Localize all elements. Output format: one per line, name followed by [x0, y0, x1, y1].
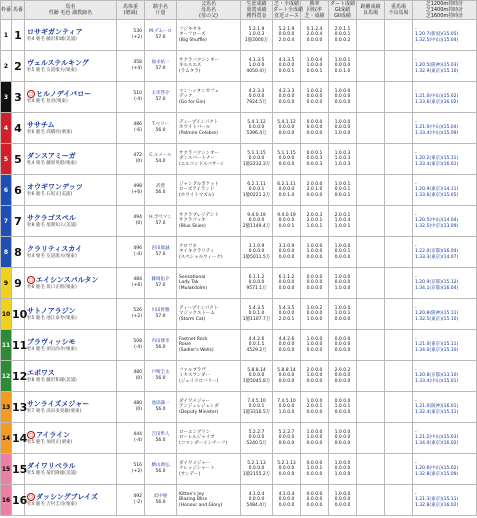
horse-cell[interactable] — [25, 175, 117, 206]
stats-cell — [357, 144, 385, 175]
jockey-name[interactable]: M.デムーロ — [149, 29, 172, 34]
pedigree-cell: ディープインパクト ホワイトパール (Palmire Celebre) — [177, 113, 241, 144]
table-row[interactable] — [1, 454, 477, 485]
header-stats-5: 距離成績 良馬場 — [357, 1, 385, 20]
stats-cell — [385, 299, 413, 330]
jockey-name[interactable]: 藤岡佑介 — [151, 277, 170, 282]
stats-cell: 3.1.0.9 0.0.0.0 0.0.0.0 — [273, 237, 301, 268]
stats-cell: 4.2.3.3 0.0.0.0 0.0.0.0 — [273, 82, 301, 113]
horse-info: 牡6 鹿毛 坂口正則(栗東) — [27, 284, 77, 290]
stats-cell: 7.4.5.10 0.0.0.0 1.0.0.0 — [273, 392, 301, 423]
horse-cell[interactable] — [25, 392, 117, 423]
stats-cell: 5.4.3.5 0.0.0.0 2.0.0.1 — [273, 299, 301, 330]
stats-cell — [357, 20, 385, 51]
stats-cell: 5.1.1.15 0.0.0.0 1億2232.3万 — [241, 144, 273, 175]
table-row[interactable] — [1, 299, 477, 330]
stats-cell: 1.0.0.0 1.0.0.0 0.0.0.0 — [301, 237, 329, 268]
horse-info: 牡5 鹿毛 加用正(栗東) — [27, 439, 73, 445]
weight-cell: 486 (-6) — [117, 113, 145, 144]
horse-info: 牡6 鹿毛 高橋亮(栗東) — [27, 129, 73, 135]
horse-cell[interactable] — [25, 423, 117, 454]
weight-cell: 510 (-4) — [117, 82, 145, 113]
stats-cell: 1.0.0.0 0.0.0.0 0.0.0.0 — [329, 82, 357, 113]
marked-horse-icon: ◯ — [28, 276, 34, 282]
jockey-name[interactable]: 福永祐一 — [151, 60, 170, 65]
times-cell: - 1.20.6(中山)(15.02) 1.32.8(東京)(15.09) — [413, 454, 477, 485]
stats-cell: 1.0.0.2 0.0.0.0 1.0.0.0 — [301, 299, 329, 330]
header-waku: 枠番 — [1, 1, 12, 20]
stats-cell — [357, 51, 385, 82]
table-row[interactable] — [1, 330, 477, 361]
stats-cell — [357, 175, 385, 206]
jockey-cell: 藤岡佑介 57.0 — [145, 268, 177, 299]
umaban-cell: 6 — [12, 175, 25, 206]
horse-name[interactable]: サトノアラジン — [27, 306, 76, 315]
horse-cell[interactable] — [25, 82, 117, 113]
stats-cell: 1.0.0.4 1.0.0.0 0.0.0.1 — [301, 51, 329, 82]
horse-name[interactable]: サクラゴスペル — [27, 213, 76, 222]
pedigree-cell: ジャングルポケット ローズアイランド (ホワイトマズル) — [177, 175, 241, 206]
header-pedigree: 父馬名 母馬名 (母の父) — [177, 1, 241, 20]
stats-cell: 5.4.3.5 0.0.1.0 1億1107.7万 — [241, 299, 273, 330]
times-cell: - 1.21.0(東京)(15.11) 1.34.0(東京)(15.10) — [413, 330, 477, 361]
waku-cell: 12 — [1, 361, 12, 392]
stats-cell: 5.2.2.7 0.0.0.0 0.0.0.0 — [273, 423, 301, 454]
horse-name[interactable]: ダイワリベラル — [27, 461, 76, 470]
times-cell: - 1.21.0(中山)(15.04) 1.33.4(中山)(15.09) — [413, 113, 477, 144]
horse-name[interactable]: ブラヴィッシモ — [27, 337, 76, 346]
jockey-cell: 池添謙一 56.0 — [145, 392, 177, 423]
umaban-cell: 12 — [12, 361, 25, 392]
jockey-cell: 岩田康誠 57.0 — [145, 237, 177, 268]
stats-cell: 6.1.1.2 0.0.0.0 9571.1万 — [241, 268, 273, 299]
pedigree-cell: マンハッタンカフェ デック (Go for Gin) — [177, 82, 241, 113]
stats-cell — [385, 113, 413, 144]
jockey-cell: 吉田隼人 56.0 — [145, 423, 177, 454]
stats-cell: 4.4.2.6 0.0.0.0 0.0.0.0 — [273, 330, 301, 361]
stats-cell: 9.4.0.19 0.0.0.0 0.0.0.1 — [273, 206, 301, 237]
marked-horse-icon: ◯ — [28, 431, 34, 437]
header-stats-4: ダート成績 GI成績 GII成績 — [329, 1, 355, 19]
jockey-name[interactable]: 川田将雅 — [151, 308, 170, 313]
marked-horse-icon: ◯ — [28, 90, 34, 96]
stats-cell: 1.0.0.2 0.0.0.0 0.0.0.0 — [301, 82, 329, 113]
stats-cell: 1.0.0.0 1.0.0.1 0.0.0.0 — [329, 299, 357, 330]
umaban-cell: 2 — [12, 51, 25, 82]
stats-cell: 5.1.1.15 0.0.0.0 0.0.0.0 — [273, 144, 301, 175]
jockey-cell: H.ボウマン 57.0 — [145, 206, 177, 237]
waku-cell: 5 — [1, 144, 12, 175]
stats-cell — [357, 268, 385, 299]
stats-cell — [357, 485, 385, 516]
stats-cell: 4.2.3.3 0.0.0.0 7924.5万 — [241, 82, 273, 113]
weight-cell: 480 (0) — [117, 361, 145, 392]
jockey-cell: 内田博幸 56.0 — [145, 330, 177, 361]
horse-info: 牡4 鹿毛 須貝尚介(栗東) — [27, 346, 77, 352]
weight-cell: 472 (0) — [117, 144, 145, 175]
stats-cell — [357, 361, 385, 392]
stats-cell: 9.4.0.19 0.0.0.0 2億1149.4万 — [241, 206, 273, 237]
horse-cell[interactable] — [25, 51, 117, 82]
stats-cell: 2.0.0.2 0.0.0.0 0.0.0.0 — [329, 361, 357, 392]
stats-cell: 0.0.0.1 0.0.0.3 0.0.0.3 — [301, 144, 329, 175]
horse-cell[interactable] — [25, 454, 117, 485]
stats-cell: 1.0.0.0 2.0.0.1 0.0.0.0 — [301, 392, 329, 423]
header-times: 芝1200m持時計 芝1400m持時計 芝1600m持時計 — [413, 1, 477, 20]
jockey-cell: 浜中俊 56.0 — [145, 485, 177, 516]
horse-info: 牡4 鹿毛 昆貢(栗東) — [27, 98, 68, 104]
horse-name[interactable]: エイシンスパルタン — [36, 275, 99, 284]
stats-cell — [385, 51, 413, 82]
header-weight: 馬体重 (増減) — [117, 1, 145, 20]
times-cell: - 1.21.3(東京)(15.11) 1.32.8(東京)(16.02) — [413, 485, 477, 516]
stats-cell — [385, 144, 413, 175]
waku-cell: 4 — [1, 113, 12, 144]
times-cell: - 1.20.9(東京)(14.11) 1.33.6(東京)(15.05) — [413, 175, 477, 206]
stats-cell: 2.0.0.1 1.0.0.4 1.0.0.1 — [329, 206, 357, 237]
weight-cell: 508 (-4) — [117, 330, 145, 361]
stats-cell — [357, 113, 385, 144]
pedigree-cell: クロフネ タイキクラリティ (スペシャルウィーク) — [177, 237, 241, 268]
jockey-cell: C.ルメール 54.0 — [145, 144, 177, 175]
umaban-cell: 8 — [12, 237, 25, 268]
stats-cell: 1.0.0.1 0.0.0.0 0.0.1.0 — [329, 51, 357, 82]
horse-cell[interactable] — [25, 268, 117, 299]
stats-cell: 0.0.0.0 0.0.0.0 0.0.0.0 — [301, 485, 329, 516]
horse-info: 牡5 鹿毛 池江泰寿(栗東) — [27, 315, 77, 321]
stats-cell — [357, 299, 385, 330]
jockey-name[interactable]: 池添謙一 — [151, 401, 170, 406]
stats-cell — [385, 361, 413, 392]
stats-cell: 1.0.0.0 0.0.0.0 1.0.0.0 — [329, 113, 357, 144]
jockey-name[interactable]: T.ベリー — [151, 122, 170, 127]
stats-cell — [357, 206, 385, 237]
stats-cell: 5.2.1.13 0.0.0.0 0.0.0.0 — [273, 454, 301, 485]
stats-cell — [357, 237, 385, 268]
jockey-cell: 戸崎圭太 56.0 — [145, 361, 177, 392]
table-row[interactable] — [1, 237, 477, 268]
horse-info: 牡5 鹿毛 菊沢隆徳(美浦) — [27, 470, 77, 476]
stats-cell: 4.1.3.5 0.0.0.0 0.0.0.1 — [273, 51, 301, 82]
umaban-cell: 11 — [12, 330, 25, 361]
stats-cell: 5.2.2.7 0.0.0.0 5240.5万 — [241, 423, 273, 454]
waku-cell: 9 — [1, 268, 12, 299]
pedigree-cell: ファルブラヴ ミセスサンダー (ジェイドロバリー) — [177, 361, 241, 392]
horse-info: 牡7 栗毛 浜田多実雄(栗東) — [27, 408, 82, 414]
weight-cell: 498 (+6) — [117, 175, 145, 206]
waku-cell: 3 — [1, 82, 12, 113]
umaban-cell: 13 — [12, 392, 25, 423]
header-name: 馬名 性齢 毛色 調教師名 — [25, 1, 117, 20]
stats-cell: 6.2.1.11 0.0.0.1 1億0221.2万 — [241, 175, 273, 206]
stats-cell: 6.1.1.2 0.0.0.0 0.0.0.0 — [273, 268, 301, 299]
stats-cell: 4.1.0.4 0.0.0.0 0.0.0.0 — [273, 485, 301, 516]
stats-cell: 5.4.1.12 0.0.0.0 5396.4万 — [241, 113, 273, 144]
pedigree-cell: サクラバクシンオー ダンスパートナー (エルコンドルパサー) — [177, 144, 241, 175]
stats-cell — [385, 175, 413, 206]
weight-cell: 444 (-4) — [117, 423, 145, 454]
horse-name[interactable]: ロサギガンティア — [27, 27, 83, 36]
weight-cell: 458 (+4) — [117, 51, 145, 82]
umaban-cell: 1 — [12, 20, 25, 51]
table-row[interactable] — [1, 82, 477, 113]
stats-cell — [357, 423, 385, 454]
jockey-name[interactable]: 横山典弘 — [151, 463, 170, 468]
weight-cell: 480 (0) — [117, 392, 145, 423]
header-stats-2: 芝・全成績 ダート全成績 直近コース — [273, 1, 304, 19]
table-row[interactable] — [1, 268, 477, 299]
stats-cell: 4.1.3.5 1.0.0.0 4050.4万 — [241, 51, 273, 82]
jockey-name[interactable]: 太宰啓介 — [151, 91, 170, 96]
weight-cell: 484 (+6) — [117, 268, 145, 299]
umaban-cell: 3 — [12, 82, 25, 113]
header-stats-1: 生涯成績 重賞成績 獲得賞金 — [241, 1, 273, 20]
horse-name[interactable]: ササチム — [27, 120, 55, 129]
jockey-name[interactable]: 武豊 — [156, 184, 165, 189]
horse-cell[interactable] — [25, 361, 117, 392]
waku-cell: 2 — [1, 51, 12, 82]
pedigree-cell: Kitten's Joy Blazing Bliss (Honour and Glory) — [177, 485, 241, 516]
stats-cell — [385, 423, 413, 454]
jockey-cell: T.ベリー 56.0 — [145, 113, 177, 144]
waku-cell: 16 — [1, 485, 12, 516]
stats-cell: 1.0.0.0 1.0.0.0 0.0.0.0 — [301, 330, 329, 361]
pedigree-cell: ローエングリン ローレルジャイブ (コマンダーインチーフ) — [177, 423, 241, 454]
horse-name[interactable]: オウギワンデッツ — [27, 182, 83, 191]
stats-cell: 0.0.0.0 0.0.0.0 0.0.0.0 — [301, 268, 329, 299]
weight-cell: 494 (0) — [117, 206, 145, 237]
horse-info: 牡4 栗毛 藤沢和雄(美浦) — [27, 36, 77, 42]
times-cell: - 1.22.0(京都)(16.04) 1.33.3(東京)(14.07) — [413, 237, 477, 268]
stats-cell — [385, 82, 413, 113]
horse-info: 牡4 栗毛 友道康夫(栗東) — [27, 253, 77, 259]
stats-cell — [385, 485, 413, 516]
header-row — [1, 1, 477, 20]
horse-cell[interactable] — [25, 144, 117, 175]
pedigree-cell: サクラプレジデント サクラゴッホ (Blue Skies) — [177, 206, 241, 237]
horse-info: 牡4 鹿毛 吉村圭司(栗東) — [27, 501, 77, 507]
table-row[interactable] — [1, 423, 477, 454]
pedigree-cell: ディープインパクト マジックストーム (Storm Cat) — [177, 299, 241, 330]
jockey-cell: 横山典弘 56.0 — [145, 454, 177, 485]
table-row[interactable] — [1, 20, 477, 51]
stats-cell: 7.4.5.10 0.0.0.1 1億3316.5万 — [241, 392, 273, 423]
horse-info: 牡5 鹿毛 友道康夫(栗東) — [27, 67, 77, 73]
horse-cell[interactable] — [25, 237, 117, 268]
umaban-cell: 7 — [12, 206, 25, 237]
table-row[interactable] — [1, 361, 477, 392]
stats-cell — [385, 268, 413, 299]
stats-cell — [385, 454, 413, 485]
horse-name[interactable]: アイライン — [36, 430, 71, 439]
stats-cell: 0.1.2.4 2.0.0.4 0.0.0.0 — [301, 20, 329, 51]
waku-cell: 14 — [1, 423, 12, 454]
horse-cell[interactable] — [25, 299, 117, 330]
header-stats-3: 勝率 回収率 芝・成績 — [301, 1, 329, 20]
pedigree-cell: ダイワメジャー アンジュレジェンダ (Deputy Minister) — [177, 392, 241, 423]
horse-cell[interactable] — [25, 485, 117, 516]
stats-cell: 5.4.1.12 0.0.0.0 0.0.0.0 — [273, 113, 301, 144]
horse-name[interactable]: ダンスアミーガ — [27, 151, 76, 160]
umaban-cell: 14 — [12, 423, 25, 454]
stats-cell: 1.0.0.1 0.0.0.1 0.0.0.1 — [329, 175, 357, 206]
table-row[interactable] — [1, 51, 477, 82]
table-row[interactable] — [1, 175, 477, 206]
weight-cell: 526 (+2) — [117, 299, 145, 330]
times-cell: - 1.21.0(阪神)(16.01) 1.32.4(東京)(15.11) — [413, 392, 477, 423]
waku-cell: 8 — [1, 237, 12, 268]
jockey-cell: M.デムーロ 57.0 — [145, 20, 177, 51]
horse-cell[interactable] — [25, 20, 117, 51]
marked-horse-icon: ◯ — [28, 493, 34, 499]
stats-cell: 1.0.0.0 0.0.0.1 0.0.0.0 — [329, 237, 357, 268]
horse-name[interactable]: クラリティスカイ — [27, 244, 83, 253]
stats-cell: 5.2.1.9 0.0.0.0 2.0.0.4 — [273, 20, 301, 51]
times-cell: - 1.21.0(中山)(15.02) 1.33.6(東京)(16.02) — [413, 82, 477, 113]
stats-cell: 0.0.0.0 1.0.0.1 0.0.0.0 — [301, 454, 329, 485]
umaban-cell: 16 — [12, 485, 25, 516]
stats-cell: 3.1.0.9 0.0.0.0 1億5011.5万 — [241, 237, 273, 268]
horse-info: 牡6 鹿毛 石坂正(美浦) — [27, 191, 73, 197]
horse-name[interactable]: ヴェルステルキング — [27, 58, 89, 67]
entry-rows — [1, 20, 477, 516]
waku-cell: 13 — [1, 392, 12, 423]
horse-name[interactable]: サンライズメジャー — [27, 399, 90, 408]
waku-cell: 6 — [1, 175, 12, 206]
horse-name[interactable]: エポワス — [27, 368, 55, 377]
jockey-name[interactable]: 内田博幸 — [151, 339, 170, 344]
jockey-name[interactable]: 浜中俊 — [153, 494, 168, 499]
stats-cell: 5.8.8.14 0.0.0.0 0.0.0.0 — [273, 361, 301, 392]
stats-cell — [385, 237, 413, 268]
stats-cell: 0.0.0.0 1.0.0.1 0.0.0.0 — [329, 392, 357, 423]
waku-cell: 15 — [1, 454, 12, 485]
weight-cell: 496 (-4) — [117, 237, 145, 268]
umaban-cell: 15 — [12, 454, 25, 485]
stats-cell: 1.0.0.0 0.0.0.0 0.0.0.0 — [329, 423, 357, 454]
horse-name[interactable]: ダッシングブレイズ — [36, 492, 98, 501]
jockey-cell: 武豊 56.0 — [145, 175, 177, 206]
weight-cell: 516 (+2) — [117, 454, 145, 485]
stats-cell: 1.0.0.0 0.0.0.0 0.0.0.0 — [329, 485, 357, 516]
horse-info: 牝4 栗毛 藤原英昭(栗東) — [27, 160, 77, 166]
jockey-cell: 太宰啓介 57.0 — [145, 82, 177, 113]
stats-cell — [385, 392, 413, 423]
table-row[interactable] — [1, 392, 477, 423]
header-umaban: 馬番 — [12, 1, 25, 20]
stats-cell: 6.2.1.11 0.0.0.0 0.0.1.0 — [273, 175, 301, 206]
table-row[interactable] — [1, 113, 477, 144]
pedigree-cell: Sensational Lady Tak (Mulakdolm) — [177, 268, 241, 299]
table-row[interactable] — [1, 144, 477, 175]
stats-cell: 5.2.1.13 0.0.0.0 1億2155.2万 — [241, 454, 273, 485]
stats-cell — [357, 392, 385, 423]
stats-cell: 4.4.2.6 0.0.1.1 4529.2万 — [241, 330, 273, 361]
stats-cell: 1.0.0.0 1.0.0.0 0.0.0.0 — [301, 423, 329, 454]
times-cell: - 1.20.5(阪神)(15.03) 1.32.9(東京)(15.10) — [413, 51, 477, 82]
stats-cell: 1.0.0.0 0.0.0.0 1.0.0.0 — [329, 454, 357, 485]
stats-cell: 1.0.0.0 0.0.0.0 1.0.0.0 — [329, 268, 357, 299]
stats-cell: 5.2.1.9 1.0.0.3 1億2000万 — [241, 20, 273, 51]
times-cell: - 1.20.8(阪神)(15.11) 1.32.5(東京)(15.10) — [413, 299, 477, 330]
header-stats-6: 重馬場 不良馬場 — [385, 1, 413, 20]
stats-cell: 0.0.0.0 0.0.0.0 0.0.0.0 — [301, 113, 329, 144]
waku-cell: 10 — [1, 299, 12, 330]
stats-cell: 2.0.0.3 2.0.0.1 1.0.0.1 — [301, 206, 329, 237]
stats-cell: 2.0.1.1 0.0.0.1 0.0.0.2 — [329, 20, 357, 51]
pedigree-cell: サクラバクシンオー ギルスエス (ラムタラ) — [177, 51, 241, 82]
stats-cell — [385, 20, 413, 51]
pedigree-cell: フジキセキ ターフローズ (Big Shuffle) — [177, 20, 241, 51]
horse-name[interactable]: ヒルノデイバロー — [36, 89, 92, 98]
jockey-cell: 川田将雅 57.0 — [145, 299, 177, 330]
pedigree-cell: ダイワメジャー ナレッジシャート (サンデー) — [177, 454, 241, 485]
table-row[interactable] — [1, 206, 477, 237]
jockey-name[interactable]: 戸崎圭太 — [151, 370, 170, 375]
horse-info: 牡8 栗毛 藤沢和雄(美浦) — [27, 377, 77, 383]
jockey-name[interactable]: 吉田隼人 — [151, 432, 170, 437]
umaban-cell: 10 — [12, 299, 25, 330]
waku-cell: 1 — [1, 20, 12, 51]
waku-cell: 7 — [1, 206, 12, 237]
times-cell: - 1.20.8(京都)(13.10) 1.33.4(中山)(15.01) — [413, 361, 477, 392]
umaban-cell: 9 — [12, 268, 25, 299]
stats-cell — [357, 82, 385, 113]
waku-cell: 11 — [1, 330, 12, 361]
horse-cell[interactable] — [25, 113, 117, 144]
times-cell: - 1.20.5(中山)(14.04) 1.32.5(中京)(13.09) — [413, 206, 477, 237]
times-cell: - 1.20.7(新潟)(15.05) 1.32.5(中山)(15.04) — [413, 20, 477, 51]
times-cell: - 1.20.9(京都)(15.12) 1.34.1(京都)(16.04) — [413, 268, 477, 299]
weight-cell: 492 (-2) — [117, 485, 145, 516]
stats-cell: 5.8.8.14 0.0.0.0 1億5045.8万 — [241, 361, 273, 392]
jockey-cell: 福永祐一 57.0 — [145, 51, 177, 82]
jockey-name[interactable]: 岩田康誠 — [151, 246, 170, 251]
stats-cell: 2.0.0.0 1.0.0.0 0.0.0.0 — [301, 361, 329, 392]
stats-cell: 4.1.0.4 0.0.0.0 5484.4万 — [241, 485, 273, 516]
umaban-cell: 5 — [12, 144, 25, 175]
stats-cell: 2.0.0.0 2.0.1.0 0.0.0.0 — [301, 175, 329, 206]
horse-info: 牡8 鹿毛 尾関知人(美浦) — [27, 222, 77, 228]
stats-cell — [357, 454, 385, 485]
horse-cell[interactable] — [25, 206, 117, 237]
stats-cell — [385, 206, 413, 237]
header-jockey: 騎手名 斤量 — [145, 1, 177, 20]
horse-cell[interactable] — [25, 330, 117, 361]
times-cell: - 1.20.2(東京)(15.11) 1.33.4(東京)(16.01) — [413, 144, 477, 175]
jockey-name[interactable]: H.ボウマン — [149, 215, 172, 220]
jockey-name[interactable]: C.ルメール — [149, 153, 172, 158]
stats-cell — [385, 330, 413, 361]
weight-cell: 530 (+2) — [117, 20, 145, 51]
table-row[interactable] — [1, 485, 477, 516]
stats-cell — [357, 330, 385, 361]
umaban-cell: 4 — [12, 113, 25, 144]
times-cell: - 1.21.2(中山)(15.03) 1.34.0(東京)(16.02) — [413, 423, 477, 454]
stats-cell: 1.0.0.3 1.0.0.3 1.0.0.3 — [329, 144, 357, 175]
pedigree-cell: Fastnet Rock Rosie (Sadler's Wells) — [177, 330, 241, 361]
stats-cell: 0.0.0.0 0.0.0.0 0.0.0.0 — [329, 330, 357, 361]
